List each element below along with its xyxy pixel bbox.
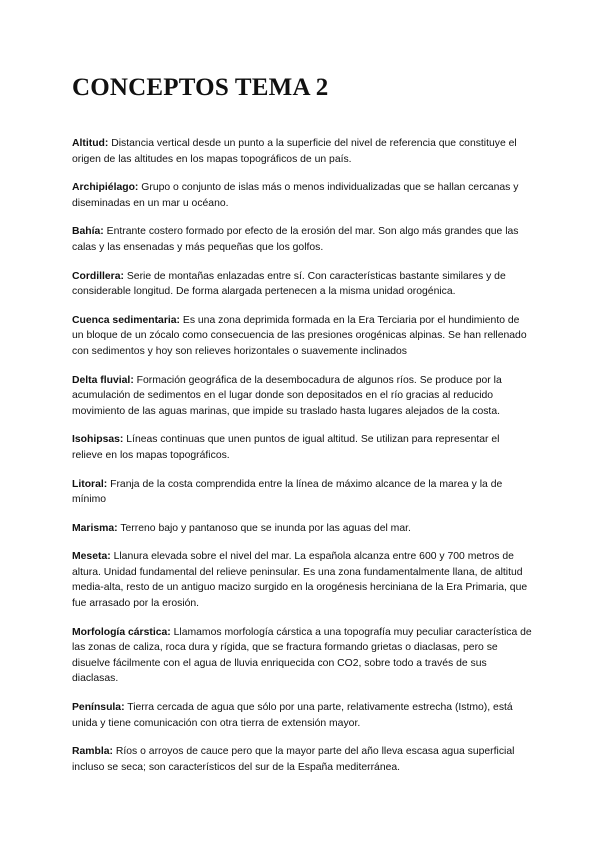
- glossary-entry-litoral: [72, 477, 532, 508]
- glossary-term: Rambla:: [72, 746, 113, 758]
- glossary-term: Meseta:: [72, 551, 111, 563]
- glossary-entry-altitud: [72, 136, 532, 167]
- glossary-definition: Formación geográfica de la desembocadura de algunos ríos. Se produce por la acumulación de sedimentos en el lugar donde son depositados en el río gracias al reducido movimiento de las aguas marinas, que impide su traslado hasta lugares alejados de la costa.: [72, 374, 502, 417]
- glossary-term: Cordillera:: [72, 270, 124, 282]
- glossary-term: Península:: [72, 702, 125, 714]
- glossary-term: Altitud:: [72, 138, 109, 149]
- glossary-term: Litoral:: [72, 478, 108, 490]
- glossary-term: Bahía:: [72, 226, 104, 238]
- glossary-definition: Tierra cercada de agua que sólo por una parte, relativamente estrecha (Istmo), está unida y tiene comunicación con otra tierra de extensión mayor.: [72, 702, 513, 729]
- glossary-definition: Llamamos morfología cárstica a una topografía muy peculiar característica de las zonas de caliza, roca dura y rígida, que se fractura formando grietas o diaclasas, pero se disuelve fácilmente con el agua de lluvia enriquecida con CO2, sobre todo a través de sus diaclasas.: [72, 626, 532, 685]
- glossary-list: [72, 136, 532, 788]
- glossary-entry-archipielago: [72, 180, 532, 211]
- glossary-definition: Es una zona deprimida formada en la Era Terciaria por el hundimiento de un bloque de un zócalo como consecuencia de las presiones orogénicas alpinas. Se han rellenado con sedimentos y hoy son relieves horizontales o suavemente inclinados: [72, 314, 527, 357]
- glossary-definition: Distancia vertical desde un punto a la superficie del nivel de referencia que constituye el origen de las altitudes en los mapas topográficos de un país.: [72, 138, 517, 165]
- glossary-definition: Ríos o arroyos de cauce pero que la mayor parte del año lleva escasa agua superficial incluso se seca; son característicos del sur de la España mediterránea.: [72, 746, 515, 773]
- glossary-term: Morfología cárstica:: [72, 626, 171, 638]
- glossary-definition: Entrante costero formado por efecto de la erosión del mar. Son algo más grandes que las calas y las ensenadas y más pequeñas que los golfos.: [72, 226, 519, 253]
- glossary-definition: Llanura elevada sobre el nivel del mar. La española alcanza entre 600 y 700 metros de altura. Unidad fundamental del relieve peninsular. Es una zona fundamentalmente llana, de altitud media-alta, resto de un antiguo macizo surgido en la orogénesis herciniana de la Era Primaria, que fue arrasado por la erosión.: [72, 551, 528, 610]
- glossary-entry-delta-fluvial: [72, 373, 532, 420]
- glossary-term: Archipiélago:: [72, 182, 139, 194]
- glossary-entry-isohipsas: [72, 432, 532, 463]
- glossary-definition: Franja de la costa comprendida entre la línea de máximo alcance de la marea y la de mínimo: [72, 478, 503, 506]
- glossary-definition: Líneas continuas que unen puntos de igual altitud. Se utilizan para representar el relieve en los mapas topográficos.: [72, 434, 500, 461]
- glossary-definition: Serie de montañas enlazadas entre sí. Con características bastante similares y de considerable longitud. De forma alargada pertenecen a la misma unidad orogénica.: [72, 270, 506, 298]
- page-title: CONCEPTOS TEMA 2: [72, 74, 329, 101]
- glossary-term: Marisma:: [72, 522, 118, 534]
- glossary-entry-cuenca-sedimentaria: [72, 313, 532, 360]
- glossary-entry-cordillera: [72, 269, 532, 300]
- glossary-definition: Terreno bajo y pantanoso que se inunda por las aguas del mar.: [120, 522, 411, 534]
- glossary-entry-bahia: [72, 224, 532, 255]
- glossary-term: Delta fluvial:: [72, 374, 134, 386]
- glossary-entry-meseta: [72, 549, 532, 611]
- glossary-entry-rambla: [72, 744, 532, 775]
- glossary-entry-peninsula: [72, 700, 532, 731]
- glossary-term: Isohipsas:: [72, 434, 124, 446]
- glossary-term: Cuenca sedimentaria:: [72, 314, 180, 326]
- glossary-entry-morfologia-carstica: [72, 625, 532, 687]
- glossary-definition: Grupo o conjunto de islas más o menos individualizadas que se hallan cercanas y diseminadas en un mar u océano.: [72, 182, 519, 209]
- glossary-entry-marisma: [72, 521, 532, 537]
